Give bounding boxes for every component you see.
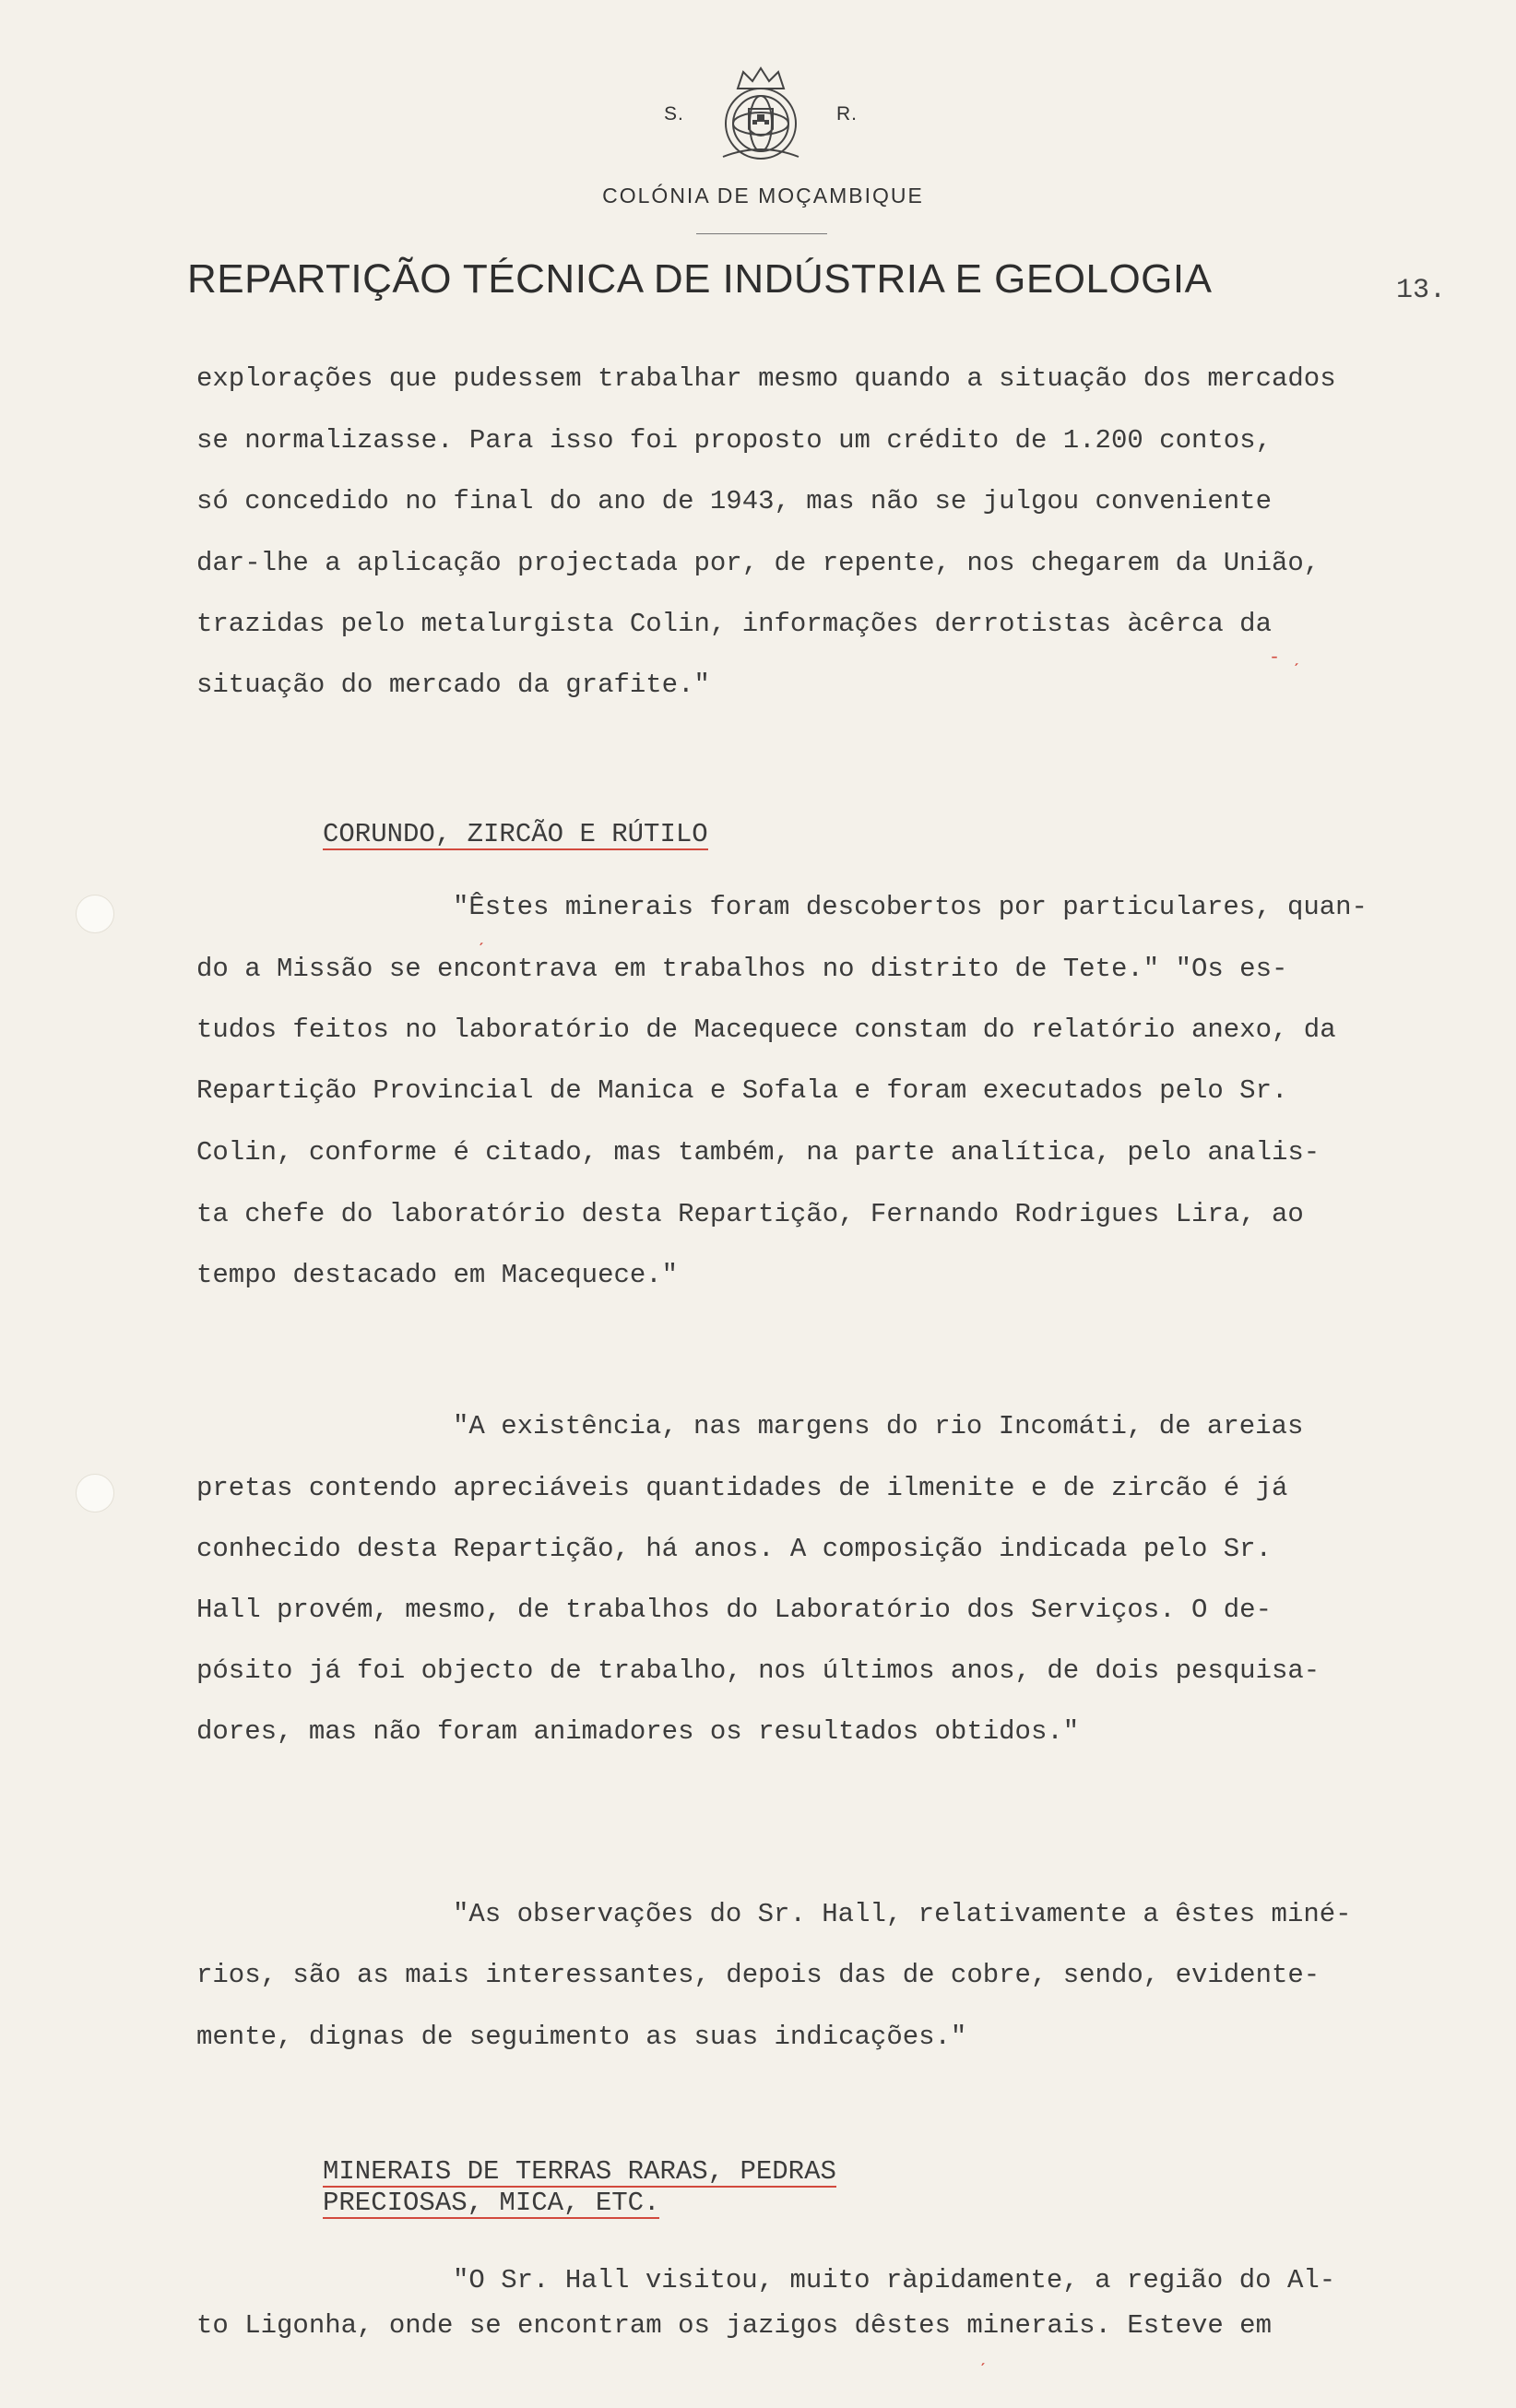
text-line: situação do mercado da grafite.": [196, 670, 710, 700]
text-line: mente, dignas de seguimento as suas indicações.": [196, 2022, 967, 2052]
text-line: Colin, conforme é citado, mas também, na parte analítica, pelo analis-: [196, 1137, 1321, 1168]
letterhead-initial-right: R.: [836, 103, 858, 125]
text-line: rios, são as mais interessantes, depois das de cobre, sendo, evidente-: [196, 1960, 1321, 1990]
text-line: pósito já foi objecto de trabalho, nos últimos anos, de dois pesquisa-: [196, 1655, 1321, 1686]
punch-hole-top: [76, 895, 114, 933]
text-line: "Êstes minerais foram descobertos por particulares, quan-: [453, 892, 1368, 922]
text-line: trazidas pelo metalurgista Colin, informações derrotistas àcêrca da: [196, 609, 1272, 639]
text-line: dores, mas não foram animadores os resultados obtidos.": [196, 1716, 1080, 1747]
divider-rule: [696, 233, 827, 234]
coat-of-arms-icon: [710, 65, 811, 168]
text-line: tudos feitos no laboratório de Macequece constam do relatório anexo, da: [196, 1014, 1336, 1045]
page-number: 13.: [1396, 275, 1447, 306]
section-heading: PRECIOSAS, MICA, ETC.: [323, 2188, 660, 2218]
text-line: "A existência, nas margens do rio Incomáti, de areias: [453, 1411, 1304, 1441]
department-title: REPARTIÇÃO TÉCNICA DE INDÚSTRIA E GEOLOGIA: [187, 256, 1213, 302]
text-line: "As observações do Sr. Hall, relativamente a êstes miné-: [453, 1899, 1352, 1929]
text-line: to Ligonha, onde se encontram os jazigos dêstes minerais. Esteve em: [196, 2310, 1272, 2341]
text-line: só concedido no final do ano de 1943, mas não se julgou conveniente: [196, 486, 1272, 516]
text-line: conhecido desta Repartição, há anos. A composição indicada pelo Sr.: [196, 1534, 1272, 1564]
section-heading: MINERAIS DE TERRAS RARAS, PEDRAS: [323, 2156, 836, 2187]
text-line: Repartição Provincial de Manica e Sofala e foram executados pelo Sr.: [196, 1075, 1288, 1106]
red-pencil-mark: ˏ: [476, 927, 488, 948]
punch-hole-bottom: [76, 1474, 114, 1512]
text-line: ta chefe do laboratório desta Repartição, Fernando Rodrigues Lira, ao: [196, 1199, 1304, 1229]
text-line: explorações que pudessem trabalhar mesmo quando a situação dos mercados: [196, 363, 1336, 394]
letterhead-initial-left: S.: [664, 103, 684, 125]
text-line: Hall provém, mesmo, de trabalhos do Laboratório dos Serviços. O de-: [196, 1595, 1272, 1625]
red-pencil-mark: ‐ ˏ: [1269, 647, 1303, 669]
section-heading: CORUNDO, ZIRCÃO E RÚTILO: [323, 819, 708, 849]
text-line: "O Sr. Hall visitou, muito ràpidamente, a região do Al-: [453, 2265, 1336, 2295]
text-line: do a Missão se encontrava em trabalhos no distrito de Tete." "Os es-: [196, 954, 1288, 984]
red-pencil-mark: ˏ: [977, 2347, 989, 2368]
text-line: se normalizasse. Para isso foi proposto um crédito de 1.200 contos,: [196, 425, 1272, 456]
text-line: pretas contendo apreciáveis quantidades de ilmenite e de zircão é já: [196, 1473, 1288, 1503]
text-line: tempo destacado em Macequece.": [196, 1260, 679, 1290]
text-line: dar-lhe a aplicação projectada por, de repente, nos chegarem da União,: [196, 548, 1321, 578]
colony-name: COLÓNIA DE MOÇAMBIQUE: [602, 184, 924, 208]
